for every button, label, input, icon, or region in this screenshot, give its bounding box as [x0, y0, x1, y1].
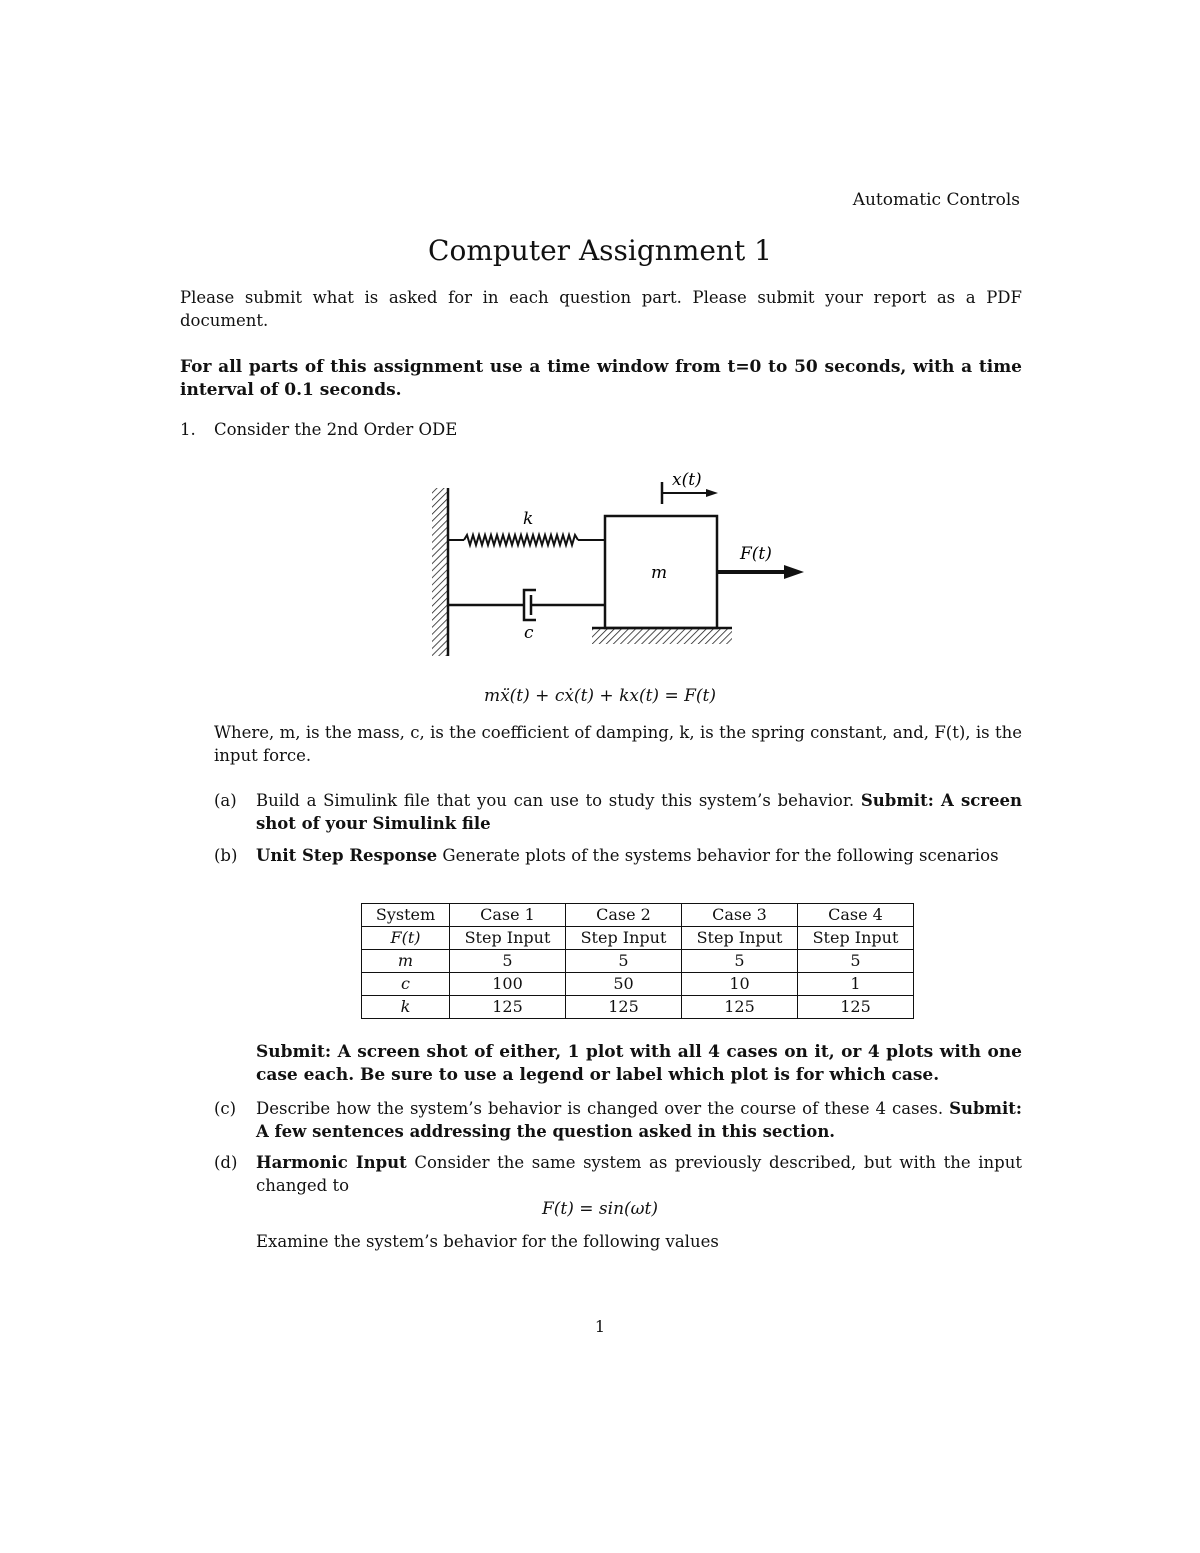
- table-cell: 100: [450, 973, 566, 996]
- table-row: [362, 927, 914, 950]
- force-arrow-head: [784, 565, 804, 579]
- part-c-label: (c): [214, 1099, 237, 1118]
- part-b: [214, 844, 1022, 867]
- question-1: [180, 420, 457, 439]
- part-c: [214, 1097, 1022, 1143]
- page-number: 1: [594, 1317, 606, 1336]
- part-b-text: Generate plots of the systems behavior for the following scenarios: [442, 846, 999, 865]
- table-cell: 1: [798, 973, 914, 996]
- table-row: [362, 996, 914, 1019]
- course-header: Automatic Controls: [852, 190, 1020, 210]
- table-header-row: [362, 904, 914, 927]
- part-d-heading: Harmonic Input: [256, 1153, 407, 1172]
- table-cell: Step Input: [450, 927, 566, 950]
- intro-paragraph: Please submit what is asked for in each question part. Please submit your report as a PDF document.: [180, 288, 1022, 330]
- part-b-submit: Submit: A screen shot of either, 1 plot with all 4 cases on it, or 4 plots with one case each. Be sure to use a legend or label which plot is for which case.: [256, 1042, 1022, 1085]
- table-header-cell: Case 2: [566, 904, 682, 927]
- table-cell: 5: [798, 950, 914, 973]
- table-cell: 5: [682, 950, 798, 973]
- table-header-cell: Case 3: [682, 904, 798, 927]
- part-a-text: Build a Simulink file that you can use to study this system’s behavior.: [256, 791, 855, 810]
- question-number: 1.: [180, 420, 196, 439]
- table-cell: 125: [450, 996, 566, 1019]
- mass-spring-damper-diagram: [420, 462, 820, 662]
- variable-definitions: Where, m, is the mass, c, is the coefficient of damping, k, is the spring constant, and, F(t), is the input force.: [214, 723, 1022, 765]
- time-window-note: For all parts of this assignment use a time window from t=0 to 50 seconds, with a time interval of 0.1 seconds.: [180, 357, 1022, 400]
- part-c-text: Describe how the system’s behavior is changed over the course of these 4 cases.: [256, 1099, 944, 1118]
- label-c: c: [524, 623, 534, 643]
- part-d-examine: Examine the system’s behavior for the following values: [256, 1232, 719, 1251]
- table-row: [362, 950, 914, 973]
- label-x: x(t): [672, 470, 702, 490]
- table-header-cell: Case 1: [450, 904, 566, 927]
- part-b-heading: Unit Step Response: [256, 846, 438, 865]
- damper: [448, 590, 605, 620]
- displacement-arrow-head: [706, 489, 718, 497]
- table-cell: Step Input: [798, 927, 914, 950]
- table-cell: 5: [450, 950, 566, 973]
- cases-table: [361, 903, 914, 1019]
- table-header-cell: Case 4: [798, 904, 914, 927]
- label-force: F(t): [740, 544, 772, 564]
- ode-equation: mẍ(t) + cẋ(t) + kx(t) = F(t): [483, 686, 717, 706]
- table-cell: Step Input: [682, 927, 798, 950]
- part-a: [214, 789, 1022, 835]
- table-cell: 10: [682, 973, 798, 996]
- question-text: Consider the 2nd Order ODE: [214, 420, 458, 439]
- table-cell: 125: [566, 996, 682, 1019]
- part-b-label: (b): [214, 846, 238, 865]
- table-cell: k: [362, 996, 450, 1019]
- table-cell: 50: [566, 973, 682, 996]
- table-row: [362, 973, 914, 996]
- part-c-submit: Submit: A few sentences addressing the question asked in this section.: [256, 1099, 1022, 1141]
- page-title: Computer Assignment 1: [428, 234, 772, 267]
- table-cell: 125: [682, 996, 798, 1019]
- spring: [448, 535, 605, 545]
- label-m: m: [651, 563, 668, 583]
- table-cell: 125: [798, 996, 914, 1019]
- ground-hatch: [592, 628, 732, 644]
- part-a-label: (a): [214, 791, 237, 810]
- part-d: [214, 1151, 1022, 1197]
- part-d-label: (d): [214, 1153, 238, 1172]
- part-d-text: Consider the same system as previously described, but with the input changed to: [256, 1153, 1022, 1195]
- part-a-submit: Submit: A screen shot of your Simulink file: [256, 791, 1022, 833]
- table-cell: Step Input: [566, 927, 682, 950]
- table-cell: c: [362, 973, 450, 996]
- table-header-cell: System: [362, 904, 450, 927]
- wall-hatch: [432, 488, 448, 656]
- table-cell: F(t): [362, 927, 450, 950]
- label-k: k: [523, 509, 534, 529]
- table-cell: m: [362, 950, 450, 973]
- table-cell: 5: [566, 950, 682, 973]
- harmonic-equation: F(t) = sin(ωt): [541, 1199, 658, 1219]
